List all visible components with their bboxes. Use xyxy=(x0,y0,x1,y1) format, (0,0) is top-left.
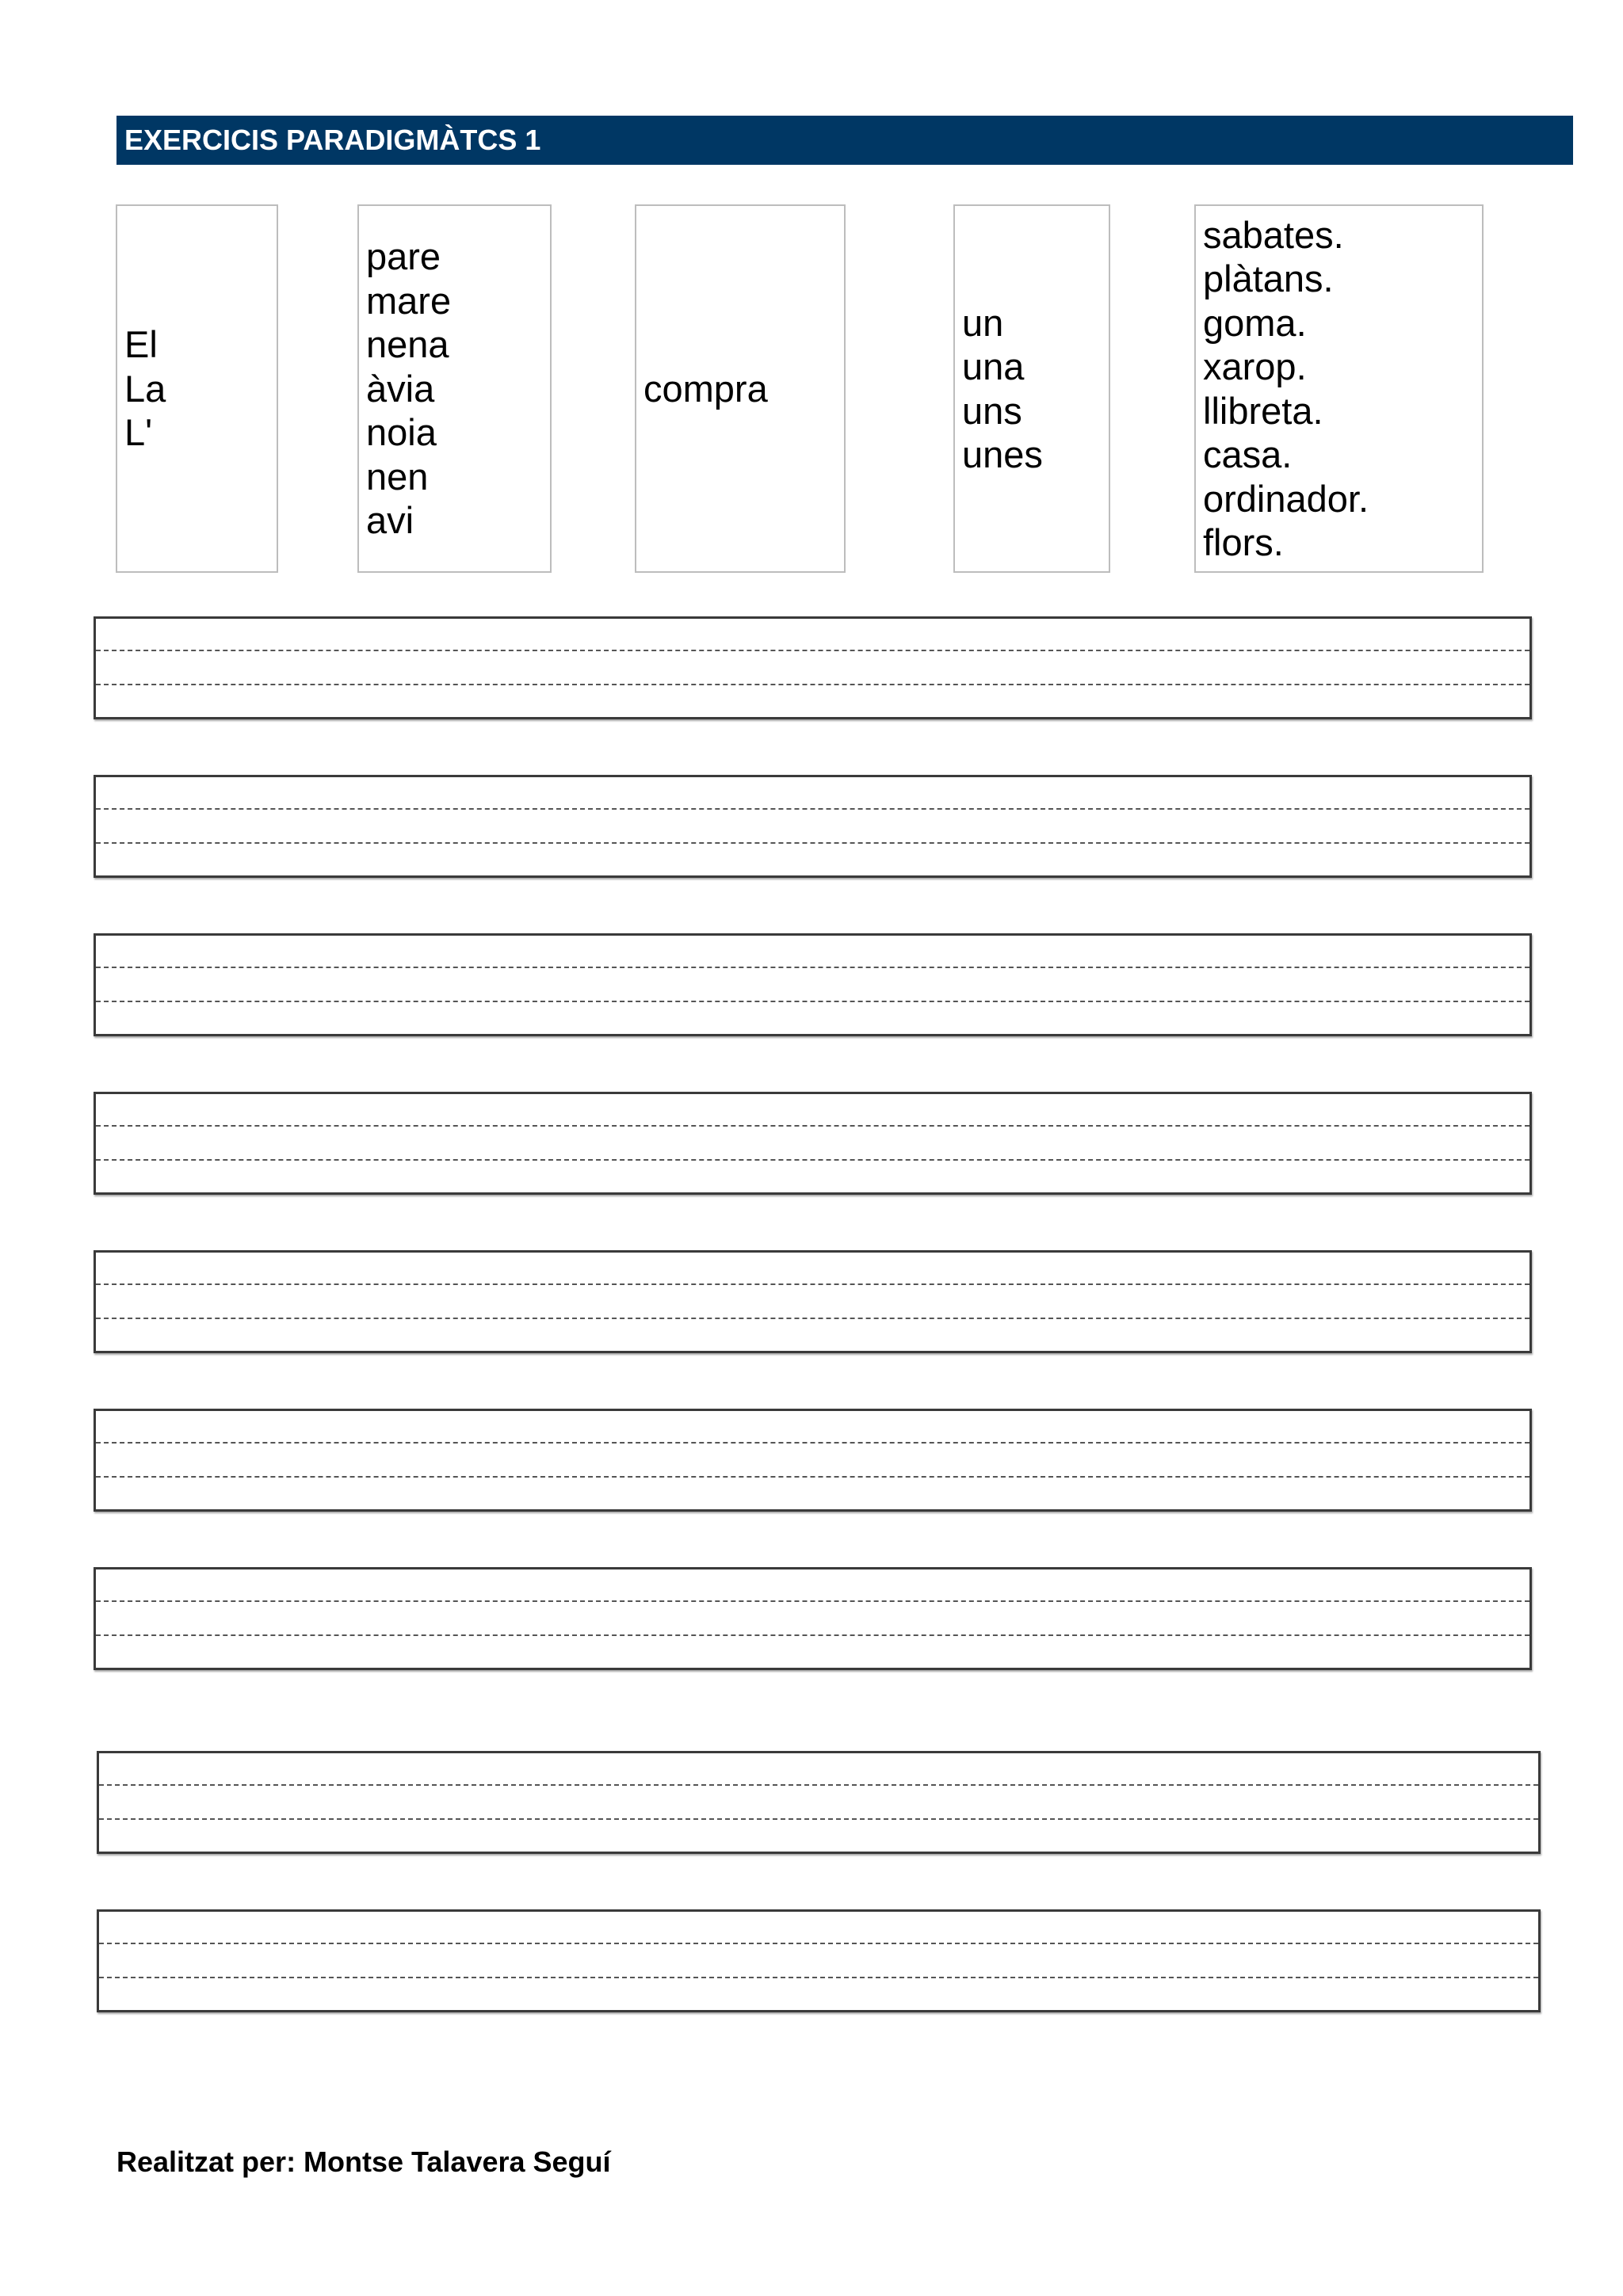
word-item: mare xyxy=(366,279,452,322)
word-item: pare xyxy=(366,235,441,278)
word-item: noia xyxy=(366,411,437,454)
guide-line xyxy=(99,1818,1538,1820)
guide-line xyxy=(99,1977,1538,1978)
guide-line xyxy=(99,1784,1538,1786)
writing-line-box[interactable] xyxy=(94,1567,1532,1670)
guide-line xyxy=(96,808,1529,810)
guide-line xyxy=(96,1634,1529,1636)
word-item: goma. xyxy=(1203,301,1307,344)
guide-line xyxy=(96,1159,1529,1161)
guide-line xyxy=(96,650,1529,651)
word-item: El xyxy=(124,323,158,366)
word-item: nen xyxy=(366,455,429,498)
author-credit: Realitzat per: Montse Talavera Seguí xyxy=(116,2145,611,2178)
word-item: un xyxy=(962,301,1004,344)
writing-line-box[interactable] xyxy=(94,775,1532,878)
guide-line xyxy=(96,1600,1529,1602)
column-verb xyxy=(635,204,846,573)
guide-line xyxy=(96,1476,1529,1478)
writing-line-box[interactable] xyxy=(94,1092,1532,1195)
word-item: àvia xyxy=(366,367,435,410)
page-title: EXERCICIS PARADIGMÀTCS 1 xyxy=(116,116,1573,165)
word-item: La xyxy=(124,367,166,410)
word-item: casa. xyxy=(1203,433,1293,475)
column-articles xyxy=(116,204,278,573)
word-item: nena xyxy=(366,323,449,366)
writing-line-box[interactable] xyxy=(97,1909,1541,2012)
word-item: ordinador. xyxy=(1203,477,1369,520)
guide-line xyxy=(96,684,1529,685)
writing-line-box[interactable] xyxy=(94,1250,1532,1353)
guide-line xyxy=(96,1442,1529,1444)
column-objects xyxy=(1194,204,1484,573)
word-item: uns xyxy=(962,389,1022,432)
word-item: unes xyxy=(962,433,1043,475)
guide-line xyxy=(99,1943,1538,1944)
writing-line-box[interactable] xyxy=(94,1409,1532,1512)
column-determiners xyxy=(953,204,1110,573)
word-item: compra xyxy=(643,367,768,410)
word-item: xarop. xyxy=(1203,345,1307,387)
guide-line xyxy=(96,1001,1529,1002)
writing-line-box[interactable] xyxy=(97,1751,1541,1854)
guide-line xyxy=(96,1125,1529,1127)
word-item: una xyxy=(962,345,1025,387)
word-item: flors. xyxy=(1203,521,1284,563)
column-subjects xyxy=(357,204,552,573)
guide-line xyxy=(96,1318,1529,1319)
writing-line-box[interactable] xyxy=(94,616,1532,719)
guide-line xyxy=(96,842,1529,844)
writing-line-box[interactable] xyxy=(94,933,1532,1036)
word-item: avi xyxy=(366,499,414,542)
word-item: sabates. xyxy=(1203,213,1344,256)
guide-line xyxy=(96,1283,1529,1285)
word-item: plàtans. xyxy=(1203,257,1334,299)
word-item: llibreta. xyxy=(1203,389,1323,432)
guide-line xyxy=(96,967,1529,968)
word-item: L' xyxy=(124,411,153,454)
